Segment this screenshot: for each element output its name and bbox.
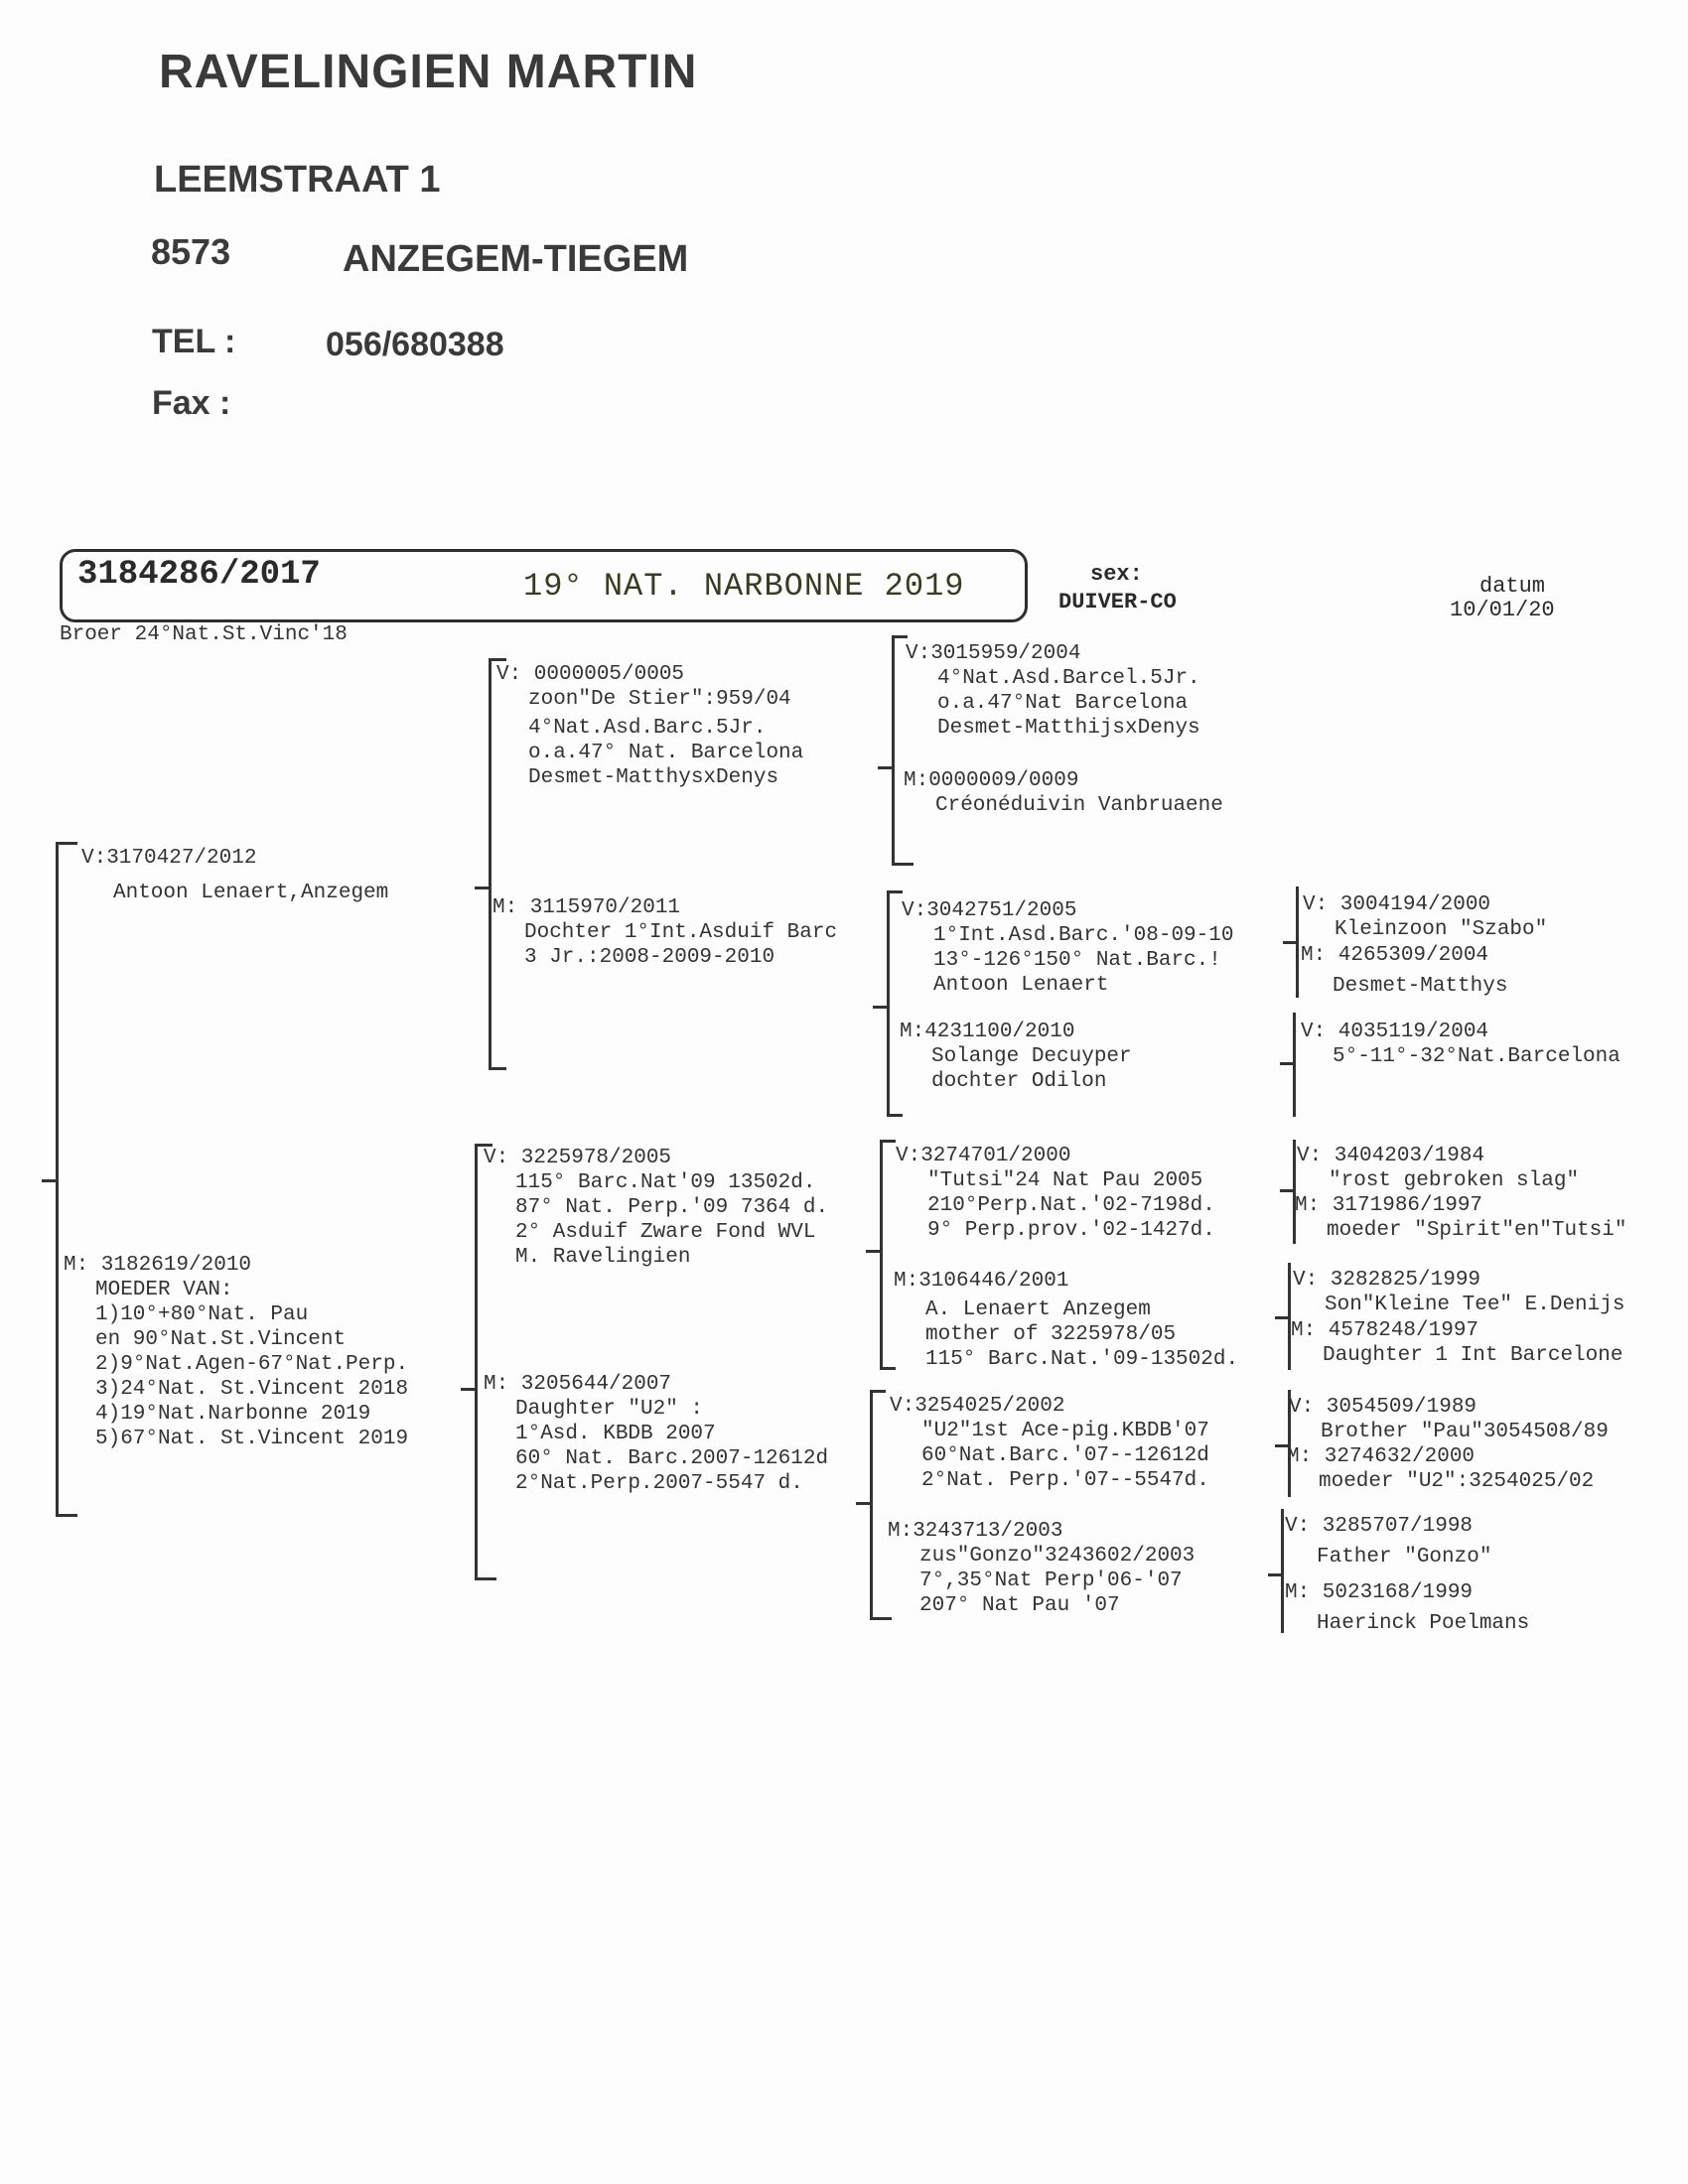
gen4-mmm-sire-line: Father "Gonzo": [1317, 1546, 1492, 1569]
gen3-mmm-line: zus"Gonzo"3243602/2003: [919, 1545, 1196, 1568]
gen4-mmv-sire: [1289, 1395, 1609, 1444]
gen3-mmm: [888, 1519, 1195, 1618]
gen3-mvv-ring: V:3274701/2000: [896, 1145, 1071, 1167]
gen2-mother-bracket-stem: [461, 1388, 477, 1391]
sex-value: DUIVER-CO: [1058, 590, 1177, 614]
gen1-father-line: Antoon Lenaert,Anzegem: [113, 882, 389, 904]
gen2-mother-dam-line: 2°Nat.Perp.2007-5547 d.: [515, 1472, 803, 1495]
gen4-mvv-bracket-stem: [1280, 1189, 1294, 1192]
gen3-mmm-line: 207° Nat Pau '07: [919, 1594, 1120, 1617]
gen4-mmv-dam: [1287, 1444, 1594, 1494]
gen1-mother-line: 3)24°Nat. St.Vincent 2018: [95, 1378, 409, 1401]
gen3-mvm-line: A. Lenaert Anzegem: [925, 1298, 1151, 1321]
gen2-mother-sire-line: 115° Barc.Nat'09 13502d.: [515, 1171, 816, 1194]
gen3-vmv-line: 1°Int.Asd.Barc.'08-09-10: [933, 924, 1234, 947]
gen2-father-sire: [496, 662, 803, 790]
gen3-mmv-line: 2°Nat. Perp.'07--5547d.: [921, 1469, 1209, 1492]
gen3-vvm-ring: M:0000009/0009: [904, 769, 1079, 792]
gen2-father-bracket-top-tick: [489, 658, 506, 661]
gen1-mother-line: en 90°Nat.St.Vincent: [95, 1328, 347, 1351]
gen3-vvv-line: Desmet-MatthijsxDenys: [937, 717, 1200, 740]
gen3-mvv: [896, 1144, 1215, 1243]
gen2-father-bracket-stem: [475, 887, 491, 889]
gen3-vvm-line: Créonéduivin Vanbruaene: [935, 794, 1223, 817]
pigeon-note: Broer 24°Nat.St.Vinc'18: [60, 623, 348, 646]
gen2-mother-bracket-vertical: [475, 1144, 478, 1580]
gen3-mm-bracket-vertical: [870, 1390, 873, 1620]
gen3-vmv-line: Antoon Lenaert: [933, 974, 1109, 997]
gen1-bracket-top-tick: [56, 842, 77, 845]
gen1-mother-line: 4)19°Nat.Narbonne 2019: [95, 1403, 371, 1426]
gen4-vmm-sire-line: 5°-11°-32°Nat.Barcelona: [1333, 1045, 1620, 1068]
gen4-mvm-sire-line: Son"Kleine Tee" E.Denijs: [1325, 1294, 1625, 1316]
gen2-father-dam: [492, 895, 837, 970]
gen3-vv-bracket-bottom-tick: [892, 863, 914, 866]
gen4-mvm-dam-ring: M: 4578248/1997: [1291, 1319, 1479, 1342]
gen2-father-dam-line: Dochter 1°Int.Asduif Barc: [524, 921, 838, 944]
gen3-mmv-line: 60°Nat.Barc.'07--12612d: [921, 1444, 1209, 1467]
fax-label: Fax :: [152, 384, 231, 422]
gen4-mmm-sire-ring: V: 3285707/1998: [1285, 1515, 1474, 1538]
gen3-vmv-ring: V:3042751/2005: [902, 899, 1077, 922]
gen2-mother-sire: [484, 1146, 828, 1270]
gen1-mother-ring: M: 3182619/2010: [64, 1254, 252, 1277]
gen3-mvv-line: 210°Perp.Nat.'02-7198d.: [927, 1194, 1215, 1217]
gen2-father-sire-line: zoon"De Stier":959/04: [528, 688, 791, 711]
gen3-mv-bracket-stem: [866, 1250, 882, 1253]
gen3-vmm-line: dochter Odilon: [931, 1070, 1107, 1093]
gen1-father-ring: V:3170427/2012: [81, 847, 257, 870]
gen2-father-bracket-bottom-tick: [489, 1067, 506, 1070]
gen3-mvm-line: 115° Barc.Nat.'09-13502d.: [925, 1348, 1239, 1371]
gen2-mother-dam: [484, 1372, 828, 1496]
gen3-vvv-line: 4°Nat.Asd.Barcel.5Jr.: [937, 667, 1200, 690]
gen2-father-sire-line: 4°Nat.Asd.Barc.5Jr.: [528, 717, 767, 740]
gen4-mmm-bracket-stem: [1268, 1573, 1282, 1576]
gen3-mvv-line: 9° Perp.prov.'02-1427d.: [927, 1219, 1215, 1242]
owner-name: RAVELINGIEN MARTIN: [159, 46, 698, 98]
gen1-bracket-stem: [42, 1179, 58, 1182]
datum-label: datum: [1479, 574, 1546, 599]
gen2-mother-sire-ring: V: 3225978/2005: [484, 1147, 672, 1169]
gen3-vmm: [900, 1020, 1132, 1094]
sex-label: sex:: [1090, 562, 1143, 587]
gen3-vvv-line: o.a.47°Nat Barcelona: [937, 692, 1189, 715]
gen3-mm-bracket-top-tick: [870, 1390, 886, 1393]
pigeon-ring-number: 3184286/2017: [77, 556, 321, 594]
gen2-father-bracket-vertical: [489, 658, 492, 1070]
gen4-vmv-sire-ring: V: 3004194/2000: [1303, 893, 1491, 916]
gen4-vmv-dam-line: Desmet-Matthys: [1333, 975, 1508, 998]
gen2-father-sire-line: o.a.47° Nat. Barcelona: [528, 742, 804, 764]
gen1-mother: [64, 1253, 408, 1451]
gen1-bracket-bottom-tick: [56, 1514, 77, 1517]
gen1-mother-line: MOEDER VAN:: [95, 1279, 233, 1301]
gen4-mvv-sire-ring: V: 3404203/1984: [1297, 1145, 1485, 1167]
gen2-mother-sire-line: 2° Asduif Zware Fond WVL: [515, 1221, 816, 1244]
gen3-vm-bracket-bottom-tick: [887, 1114, 903, 1117]
gen2-mother-dam-line: 60° Nat. Barc.2007-12612d: [515, 1447, 829, 1470]
gen3-vvv: [906, 641, 1200, 741]
gen4-mmm-sire: [1285, 1514, 1491, 1570]
gen3-mv-bracket-vertical: [880, 1140, 883, 1370]
gen3-mmv-ring: V:3254025/2002: [890, 1395, 1065, 1418]
gen3-vmv: [902, 898, 1233, 998]
gen3-mvm: [894, 1269, 1238, 1372]
gen3-mvm-line: mother of 3225978/05: [925, 1323, 1177, 1346]
gen2-father-dam-line: 3 Jr.:2008-2009-2010: [524, 946, 775, 969]
gen2-mother-dam-ring: M: 3205644/2007: [484, 1373, 672, 1396]
tel-label: TEL :: [152, 323, 236, 360]
datum-value: 10/01/20: [1450, 598, 1555, 622]
gen3-vv-bracket-vertical: [892, 635, 895, 866]
gen3-mv-bracket-top-tick: [880, 1140, 896, 1143]
gen3-vm-bracket-stem: [873, 1006, 889, 1009]
gen4-vmv-sire-line: Kleinzoon "Szabo": [1335, 918, 1548, 941]
gen3-vv-bracket-top-tick: [892, 635, 908, 638]
gen4-mvm-bracket-stem: [1275, 1316, 1289, 1319]
gen4-mvv-dam-ring: M: 3171986/1997: [1295, 1194, 1483, 1217]
gen4-mmv-dam-line: moeder "U2":3254025/02: [1319, 1470, 1595, 1493]
owner-street: LEEMSTRAAT 1: [154, 159, 441, 201]
gen4-vmm-bracket-stem: [1280, 1062, 1294, 1065]
gen2-mother-bracket-bottom-tick: [475, 1577, 496, 1580]
gen3-mmm-ring: M:3243713/2003: [888, 1520, 1063, 1543]
gen4-mvm-dam: [1291, 1318, 1622, 1368]
gen4-mvm-sire-ring: V: 3282825/1999: [1293, 1269, 1481, 1292]
gen3-mmv: [890, 1394, 1209, 1493]
gen4-vmv-bracket-stem: [1283, 941, 1297, 944]
gen4-mvm-sire: [1293, 1268, 1624, 1317]
gen3-vm-bracket-top-tick: [887, 890, 903, 893]
gen4-mvv-sire-line: "rost gebroken slag": [1329, 1169, 1580, 1192]
gen3-vvv-ring: V:3015959/2004: [906, 642, 1081, 665]
gen2-mother-sire-line: M. Ravelingien: [515, 1246, 691, 1269]
gen4-vmv-dam: [1301, 943, 1507, 999]
gen4-mmm-dam-ring: M: 5023168/1999: [1285, 1581, 1474, 1604]
gen4-mmm-bracket-vertical: [1281, 1509, 1284, 1633]
gen4-mmv-sire-ring: V: 3054509/1989: [1289, 1396, 1477, 1419]
gen3-vmm-line: Solange Decuyper: [931, 1045, 1132, 1068]
gen1-mother-line: 1)10°+80°Nat. Pau: [95, 1303, 309, 1326]
gen2-mother-dam-line: Daughter "U2" :: [515, 1398, 704, 1421]
gen4-vmm-sire-ring: V: 4035119/2004: [1301, 1021, 1489, 1043]
gen1-father: [81, 846, 388, 905]
gen3-mvm-ring: M:3106446/2001: [894, 1270, 1069, 1293]
gen4-mvv-sire: [1297, 1144, 1579, 1193]
gen2-mother-sire-line: 87° Nat. Perp.'09 7364 d.: [515, 1196, 829, 1219]
pigeon-result: 19° NAT. NARBONNE 2019: [523, 568, 965, 605]
gen3-vmm-ring: M:4231100/2010: [900, 1021, 1075, 1043]
gen2-father-sire-line: Desmet-MatthysxDenys: [528, 766, 779, 789]
gen3-vm-bracket-vertical: [887, 890, 890, 1117]
gen3-mmm-line: 7°,35°Nat Perp'06-'07: [919, 1570, 1183, 1592]
gen3-mvv-line: "Tutsi"24 Nat Pau 2005: [927, 1169, 1203, 1192]
gen4-mvv-dam-line: moeder "Spirit"en"Tutsi": [1327, 1219, 1627, 1242]
gen4-vmm-sire: [1301, 1020, 1620, 1069]
gen3-vv-bracket-stem: [878, 766, 894, 769]
gen4-mvv-dam: [1295, 1193, 1626, 1243]
gen3-mm-bracket-stem: [856, 1502, 872, 1505]
gen4-mmv-dam-ring: M: 3274632/2000: [1287, 1445, 1476, 1468]
gen1-mother-line: 2)9°Nat.Agen-67°Nat.Perp.: [95, 1353, 409, 1376]
gen4-mmm-dam-line: Haerinck Poelmans: [1317, 1612, 1530, 1635]
owner-postcode: 8573: [151, 231, 231, 272]
gen2-father-sire-ring: V: 0000005/0005: [496, 663, 685, 686]
gen4-mmm-dam: [1285, 1580, 1529, 1636]
owner-city: ANZEGEM-TIEGEM: [343, 238, 689, 280]
gen3-vmv-line: 13°-126°150° Nat.Barc.!: [933, 949, 1221, 972]
gen4-mmv-sire-line: Brother "Pau"3054508/89: [1321, 1421, 1609, 1443]
gen4-vmv-dam-ring: M: 4265309/2004: [1301, 944, 1489, 967]
gen3-mmv-line: "U2"1st Ace-pig.KBDB'07: [921, 1420, 1209, 1442]
gen4-vmv-sire: [1303, 892, 1547, 942]
gen3-vvm: [904, 768, 1223, 818]
gen4-mvm-dam-line: Daughter 1 Int Barcelone: [1323, 1344, 1623, 1367]
tel-number: 056/680388: [326, 326, 504, 363]
gen2-mother-dam-line: 1°Asd. KBDB 2007: [515, 1423, 716, 1445]
gen1-mother-line: 5)67°Nat. St.Vincent 2019: [95, 1428, 409, 1450]
gen2-father-dam-ring: M: 3115970/2011: [492, 896, 681, 919]
